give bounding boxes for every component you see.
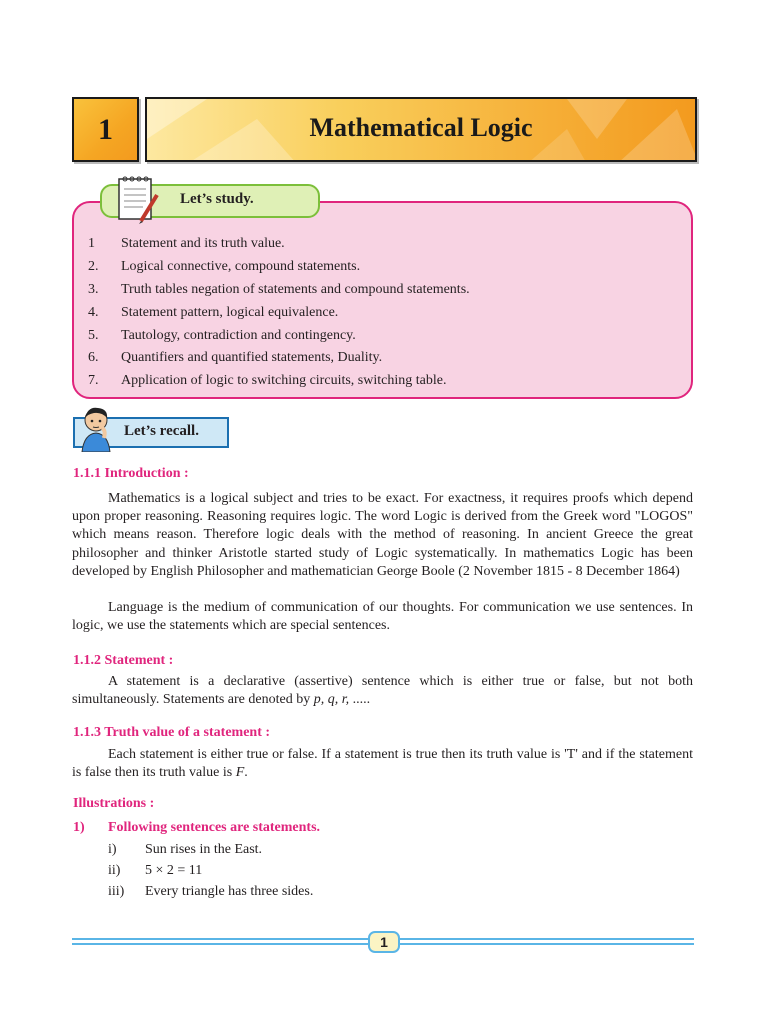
item-number: 3. (88, 281, 99, 297)
intro-paragraph-2: Language is the medium of communication of our thoughts. For communication we use sentences. In logic, we use the statements which are special sentences. (72, 600, 693, 634)
intro-paragraph-1: Mathematics is a logical subject and tries to be exact. For exactness, it requires proofs which depend upon proper reasoning. Reasoning requires logic. The word Logic is derived from the Greek word "LOGOS" which means reason. Therefore logic deals with the method of reasoning. In ancient Greece the great philosopher and thinker Aristotle started study of Logic systematically. In mathematics Logic has been developed by English Philosopher and mathematician George Boole (2 November 1815 - 8 December 1864) (72, 491, 693, 579)
example-text: Every triangle has three sides. (145, 884, 314, 899)
item-number: 7. (88, 373, 99, 389)
item-number: 5. (88, 327, 99, 343)
statement-variables: p, q, r, (313, 692, 350, 708)
item-text: Statement and its truth value. (121, 236, 285, 252)
truth-heading: 1.1.3 Truth value of a statement : (73, 725, 271, 740)
truth-paragraph (72, 746, 693, 782)
list-item (88, 370, 678, 393)
list-item (88, 324, 678, 347)
list-item (88, 256, 678, 279)
chapter-title-box (145, 97, 697, 162)
item-text: Quantifiers and quantified statements, Duality. (121, 350, 383, 366)
intro-heading: 1.1.1 Introduction : (73, 466, 189, 481)
statement-paragraph (72, 673, 693, 709)
item-number: 1 (88, 236, 95, 252)
truth-variable: F (235, 765, 245, 781)
item-text: Statement pattern, logical equivalence. (121, 304, 339, 320)
example-text: 5 × 2 = 11 (145, 863, 203, 878)
chapter-number-box (72, 97, 139, 162)
list-item (88, 301, 678, 324)
item-text: Tautology, contradiction and contingency. (121, 327, 356, 343)
truth-period: . (244, 765, 248, 781)
list-item (88, 347, 678, 370)
list-item (88, 233, 678, 256)
item-number: 6. (88, 350, 99, 366)
illustration-point-text: Following sentences are statements. (108, 820, 321, 835)
chapter-title: Mathematical Logic (309, 113, 533, 142)
chapter-number: 1 (98, 112, 113, 146)
illustration-point-number: 1) (73, 820, 85, 835)
item-text: Application of logic to switching circuits, switching table. (121, 373, 447, 389)
statement-text: A statement is a declarative (assertive) sentence which is either true or false, but not both simultaneously. Statements are denoted by (72, 674, 693, 708)
notepad-icon (113, 173, 161, 225)
item-number: 2. (88, 259, 99, 275)
statement-ellipsis: ..... (349, 692, 371, 708)
study-list (88, 233, 678, 393)
example-number: iii) (108, 884, 125, 899)
example-number: ii) (108, 863, 121, 878)
truth-text: Each statement is either true or false. If a statement is true then its truth value is 'T' and if the statement is false then its truth value is (72, 747, 693, 781)
statement-heading: 1.1.2 Statement : (73, 653, 174, 668)
item-number: 4. (88, 304, 99, 320)
page-number: 1 (368, 931, 400, 953)
example-number: i) (108, 842, 117, 857)
study-label: Let’s study. (180, 191, 254, 207)
item-text: Logical connective, compound statements. (121, 259, 361, 275)
item-text: Truth tables negation of statements and compound statements. (121, 281, 470, 297)
illustrations-heading: Illustrations : (73, 796, 155, 811)
example-text: Sun rises in the East. (145, 842, 263, 857)
thinking-boy-icon (76, 404, 120, 452)
recall-label: Let’s recall. (124, 423, 199, 439)
list-item (88, 279, 678, 302)
